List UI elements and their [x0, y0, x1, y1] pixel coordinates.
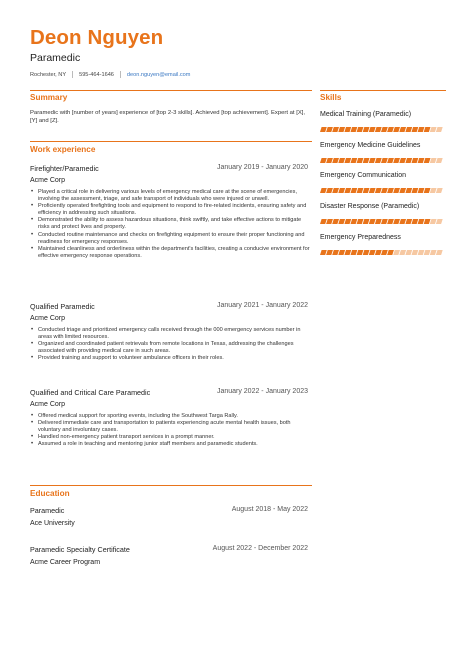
- contact-line: [30, 71, 190, 78]
- skill-bar-segment: [320, 250, 327, 255]
- skill-bar-segment: [418, 158, 425, 163]
- experience-heading-rule: [30, 141, 312, 142]
- skill-bar-segment: [351, 219, 358, 224]
- skill-bar-segment: [320, 158, 327, 163]
- skill-label: Emergency Communication: [320, 172, 406, 179]
- skill-bar-segment: [381, 188, 388, 193]
- bullet-item: • Conducted routine maintenance and checks on firefighting equipment to ensure their proper functioning and readiness for emergency responses.: [30, 232, 312, 246]
- job-dates: January 2022 - January 2023: [216, 388, 308, 395]
- bullet-item: • Assumed a role in teaching and mentoring junior staff members and paramedic students.: [30, 441, 312, 448]
- contact-divider: [120, 71, 121, 78]
- skill-bar-segment: [369, 250, 376, 255]
- skill-bar-segment: [357, 219, 364, 224]
- skill-bar-segment: [405, 158, 412, 163]
- summary-text: Paramedic with [number of years] experience of [top 2-3 skills]. Achieved [top achievement]. Expert at [X], [Y] and [Z].: [30, 110, 306, 124]
- education-dates: August 2018 - May 2022: [231, 506, 308, 513]
- skill-bar-segment: [369, 219, 376, 224]
- skill-bar-segment: [363, 250, 370, 255]
- skill-bar-segment: [332, 158, 339, 163]
- skills-heading: Skills: [320, 93, 342, 102]
- skill-level-bar: [320, 219, 446, 224]
- skill-level-bar: [320, 250, 446, 255]
- skill-bar-segment: [381, 158, 388, 163]
- skill-bar-segment: [375, 127, 382, 132]
- skill-bar-segment: [387, 127, 394, 132]
- skill-bar-segment: [430, 158, 437, 163]
- skill-bar-segment: [357, 250, 364, 255]
- bullet-item: • Played a critical role in delivering various levels of emergency medical care at the scene of emergencies, involving the assessment, triage, and safe transport of individuals who were injured or unwell.: [30, 189, 312, 203]
- job-bullets: [30, 413, 312, 448]
- skill-bar-segment: [412, 188, 419, 193]
- skill-bar-segment: [393, 219, 400, 224]
- summary-heading: Summary: [30, 93, 68, 102]
- skill-bar-segment: [387, 250, 394, 255]
- skill-item: [320, 171, 446, 198]
- skill-bar-segment: [332, 219, 339, 224]
- skill-bar-segment: [363, 188, 370, 193]
- skill-bar-segment: [399, 188, 406, 193]
- education-degree: Paramedic: [30, 506, 65, 515]
- skill-bar-segment: [436, 188, 443, 193]
- skill-bar-segment: [351, 158, 358, 163]
- skill-bar-segment: [405, 219, 412, 224]
- skill-bar-segment: [320, 127, 327, 132]
- skill-bar-segment: [338, 188, 345, 193]
- skill-bar-segment: [387, 158, 394, 163]
- skill-label: Emergency Medicine Guidelines: [320, 142, 421, 149]
- skill-bar-segment: [332, 250, 339, 255]
- skill-bar-segment: [405, 188, 412, 193]
- candidate-title: Paramedic: [30, 52, 81, 64]
- skill-bar-segment: [393, 158, 400, 163]
- skill-bar-segment: [363, 219, 370, 224]
- skill-bar-segment: [326, 219, 333, 224]
- education-heading-rule: [30, 485, 312, 486]
- skill-bar-segment: [424, 188, 431, 193]
- job-role: Qualified and Critical Care Paramedic: [30, 388, 151, 397]
- skill-bar-segment: [369, 158, 376, 163]
- skill-bar-segment: [381, 127, 388, 132]
- skill-label: Disaster Response (Paramedic): [320, 203, 420, 210]
- skill-bar-segment: [424, 127, 431, 132]
- skill-bar-segment: [326, 127, 333, 132]
- skill-bar-segment: [338, 219, 345, 224]
- job-bullets: [30, 189, 312, 260]
- job-company: Acme Corp: [30, 315, 66, 322]
- bullet-item: • Maintained cleanliness and orderliness within the department's facilities, creating a conducive environment for effective emergency response operations.: [30, 246, 312, 260]
- skill-bar-segment: [412, 127, 419, 132]
- skill-bar-segment: [424, 250, 431, 255]
- skill-bar-segment: [344, 250, 351, 255]
- skill-bar-segment: [320, 188, 327, 193]
- job-company: Acme Corp: [30, 401, 66, 408]
- skill-bar-segment: [326, 250, 333, 255]
- skill-bar-segment: [399, 158, 406, 163]
- bullet-item: • Handled non-emergency patient transport services in a prompt manner.: [30, 434, 312, 441]
- skill-bar-segment: [405, 250, 412, 255]
- skill-bar-segment: [393, 250, 400, 255]
- skill-bar-segment: [326, 158, 333, 163]
- skill-bar-segment: [326, 188, 333, 193]
- skill-bar-segment: [418, 250, 425, 255]
- skill-bar-segment: [351, 127, 358, 132]
- skill-bar-segment: [436, 158, 443, 163]
- bullet-item: • Conducted triage and prioritized emergency calls received through the 000 emergency services number in areas with limited resources.: [30, 327, 312, 341]
- skill-level-bar: [320, 127, 446, 132]
- skill-bar-segment: [357, 158, 364, 163]
- skill-bar-segment: [344, 219, 351, 224]
- skill-bar-segment: [351, 250, 358, 255]
- contact-location: Rochester, NY: [30, 71, 67, 78]
- skill-bar-segment: [430, 127, 437, 132]
- summary-heading-rule: [30, 90, 312, 91]
- bullet-item: • Provided training and support to volunteer ambulance officers in their roles.: [30, 355, 312, 362]
- skill-bar-segment: [351, 188, 358, 193]
- skill-bar-segment: [424, 219, 431, 224]
- skill-bar-segment: [436, 250, 443, 255]
- skill-bar-segment: [332, 188, 339, 193]
- skill-bar-segment: [430, 219, 437, 224]
- skill-bar-segment: [399, 219, 406, 224]
- bullet-item: • Proficiently operated firefighting tools and equipment to respond to fire-related incidents, ensuring safety and efficiency in addressing such situations.: [30, 203, 312, 217]
- skill-bar-segment: [357, 188, 364, 193]
- education-dates: August 2022 - December 2022: [212, 545, 308, 552]
- skill-bar-segment: [436, 127, 443, 132]
- job-bullets: [30, 327, 312, 362]
- job-role: Qualified Paramedic: [30, 302, 95, 311]
- skill-bar-segment: [375, 219, 382, 224]
- bullet-item: • Offered medical support for sporting events, including the Southwest Targa Rally.: [30, 413, 312, 420]
- skill-bar-segment: [357, 127, 364, 132]
- skill-bar-segment: [375, 250, 382, 255]
- skill-bar-segment: [363, 127, 370, 132]
- skill-bar-segment: [418, 127, 425, 132]
- skill-bar-segment: [344, 127, 351, 132]
- skills-heading-rule: [320, 90, 446, 91]
- job-company: Acme Corp: [30, 177, 66, 184]
- skill-bar-segment: [405, 127, 412, 132]
- skill-bar-segment: [399, 127, 406, 132]
- job-role: Firefighter/Paramedic: [30, 164, 99, 173]
- skill-bar-segment: [375, 188, 382, 193]
- education-heading: Education: [30, 489, 70, 498]
- skill-bar-segment: [399, 250, 406, 255]
- skill-bar-segment: [436, 219, 443, 224]
- skill-level-bar: [320, 158, 446, 163]
- contact-email-link[interactable]: deon.nguyen@email.com: [126, 71, 191, 78]
- skill-item: [320, 141, 446, 168]
- skill-bar-segment: [369, 127, 376, 132]
- skill-item: [320, 110, 446, 137]
- skill-bar-segment: [375, 158, 382, 163]
- education-school: Ace University: [30, 520, 75, 527]
- skill-label: Emergency Preparedness: [320, 234, 401, 241]
- skill-bar-segment: [424, 158, 431, 163]
- experience-heading: Work experience: [30, 145, 96, 154]
- skill-bar-segment: [363, 158, 370, 163]
- skill-bar-segment: [338, 127, 345, 132]
- candidate-name: Deon Nguyen: [30, 26, 164, 49]
- contact-phone: 595-464-1646: [79, 71, 114, 78]
- job-dates: January 2021 - January 2022: [216, 302, 308, 309]
- bullet-item: • Organized and coordinated patient retrievals from remote locations in Texas, addressing the challenges associated with providing medical care in such areas.: [30, 341, 312, 355]
- skill-bar-segment: [344, 188, 351, 193]
- job-dates: January 2019 - January 2020: [216, 164, 308, 171]
- skill-bar-segment: [338, 250, 345, 255]
- skill-bar-segment: [332, 127, 339, 132]
- skill-level-bar: [320, 188, 446, 193]
- skill-bar-segment: [393, 127, 400, 132]
- skill-bar-segment: [369, 188, 376, 193]
- skill-bar-segment: [418, 188, 425, 193]
- skill-bar-segment: [430, 188, 437, 193]
- skill-label: Medical Training (Paramedic): [320, 111, 412, 118]
- education-degree: Paramedic Specialty Certificate: [30, 545, 130, 554]
- skill-bar-segment: [412, 219, 419, 224]
- skill-bar-segment: [387, 188, 394, 193]
- bullet-item: • Delivered immediate care and transportation to patients experiencing acute mental health issues, both voluntary and involuntary cases.: [30, 420, 312, 434]
- skill-bar-segment: [381, 219, 388, 224]
- skill-bar-segment: [412, 158, 419, 163]
- education-school: Acme Career Program: [30, 559, 101, 566]
- skill-bar-segment: [381, 250, 388, 255]
- skill-bar-segment: [344, 158, 351, 163]
- skill-bar-segment: [393, 188, 400, 193]
- skill-bar-segment: [320, 219, 327, 224]
- skill-bar-segment: [418, 219, 425, 224]
- skill-bar-segment: [430, 250, 437, 255]
- contact-divider: [72, 71, 73, 78]
- bullet-item: • Demonstrated the ability to assess hazardous situations, think swiftly, and take effective actions to mitigate risks and protect lives and property.: [30, 217, 312, 231]
- skill-item: [320, 233, 446, 260]
- skill-bar-segment: [338, 158, 345, 163]
- skill-bar-segment: [412, 250, 419, 255]
- skill-item: [320, 202, 446, 229]
- skill-bar-segment: [387, 219, 394, 224]
